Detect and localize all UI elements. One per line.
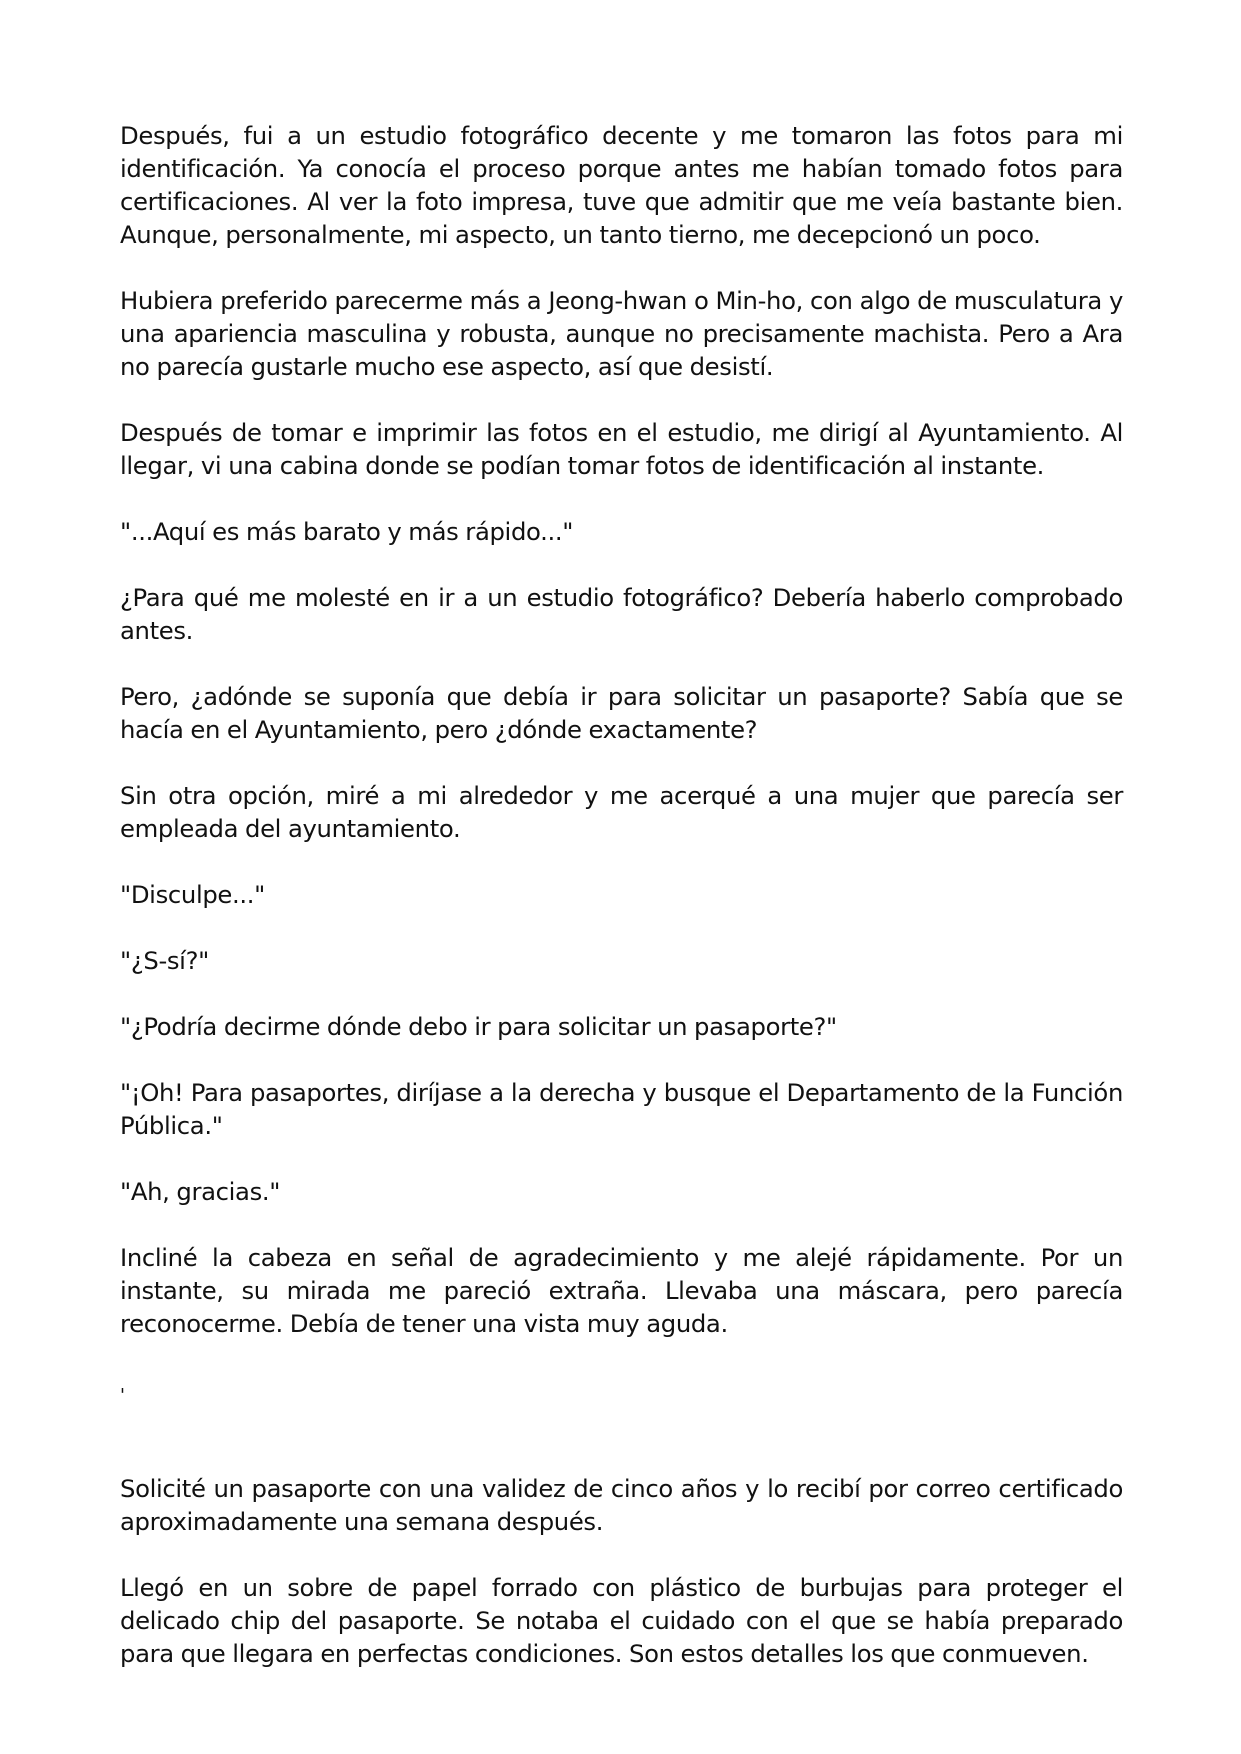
paragraph-10: "¿Podría decirme dónde debo ir para solicitar un pasaporte?" [120,1012,837,1041]
stray-mark: ' [120,1385,125,1406]
paragraph-13: Incliné la cabeza en señal de agradecimiento y me alejé rápidamente. Por un instante, su mirada me pareció extraña. Llevaba una máscara, pero parecía reconocerme. Debía de tener una vista muy aguda. [120,1243,1123,1338]
paragraph-11: "¡Oh! Para pasaportes, diríjase a la derecha y busque el Departamento de la Función Pública." [120,1078,1123,1140]
paragraph-3: Después de tomar e imprimir las fotos en el estudio, me dirigí al Ayuntamiento. Al llegar, vi una cabina donde se podían tomar fotos de identificación al instante. [120,418,1123,480]
paragraph-5: ¿Para qué me molesté en ir a un estudio fotográfico? Debería haberlo comprobado antes. [120,583,1123,645]
paragraph-2: Hubiera preferido parecerme más a Jeong-hwan o Min-ho, con algo de musculatura y una apariencia masculina y robusta, aunque no precisamente machista. Pero a Ara no parecía gustarle mucho ese aspecto, así que desistí. [120,286,1123,381]
paragraph-1: Después, fui a un estudio fotográfico decente y me tomaron las fotos para mi identificación. Ya conocía el proceso porque antes me habían tomado fotos para certificaciones. Al ver la foto impresa, tuve que admitir que me veía bastante bien. Aunque, personalmente, mi aspecto, un tanto tierno, me decepcionó un poco. [120,121,1123,249]
paragraph-4: "...Aquí es más barato y más rápido..." [120,517,574,546]
paragraph-6: Pero, ¿adónde se suponía que debía ir para solicitar un pasaporte? Sabía que se hacía en el Ayuntamiento, pero ¿dónde exactamente? [120,682,1123,744]
paragraph-7: Sin otra opción, miré a mi alrededor y me acerqué a una mujer que parecía ser empleada del ayuntamiento. [120,781,1123,843]
paragraph-15: Llegó en un sobre de papel forrado con plástico de burbujas para proteger el delicado chip del pasaporte. Se notaba el cuidado con el que se había preparado para que llegara en perfectas condiciones. Son estos detalles los que conmueven. [120,1573,1123,1668]
paragraph-12: "Ah, gracias." [120,1177,281,1206]
paragraph-8: "Disculpe..." [120,880,265,909]
document-page [120,119,1123,1703]
paragraph-14: Solicité un pasaporte con una validez de cinco años y lo recibí por correo certificado aproximadamente una semana después. [120,1474,1123,1536]
paragraph-9: "¿S-sí?" [120,946,209,975]
